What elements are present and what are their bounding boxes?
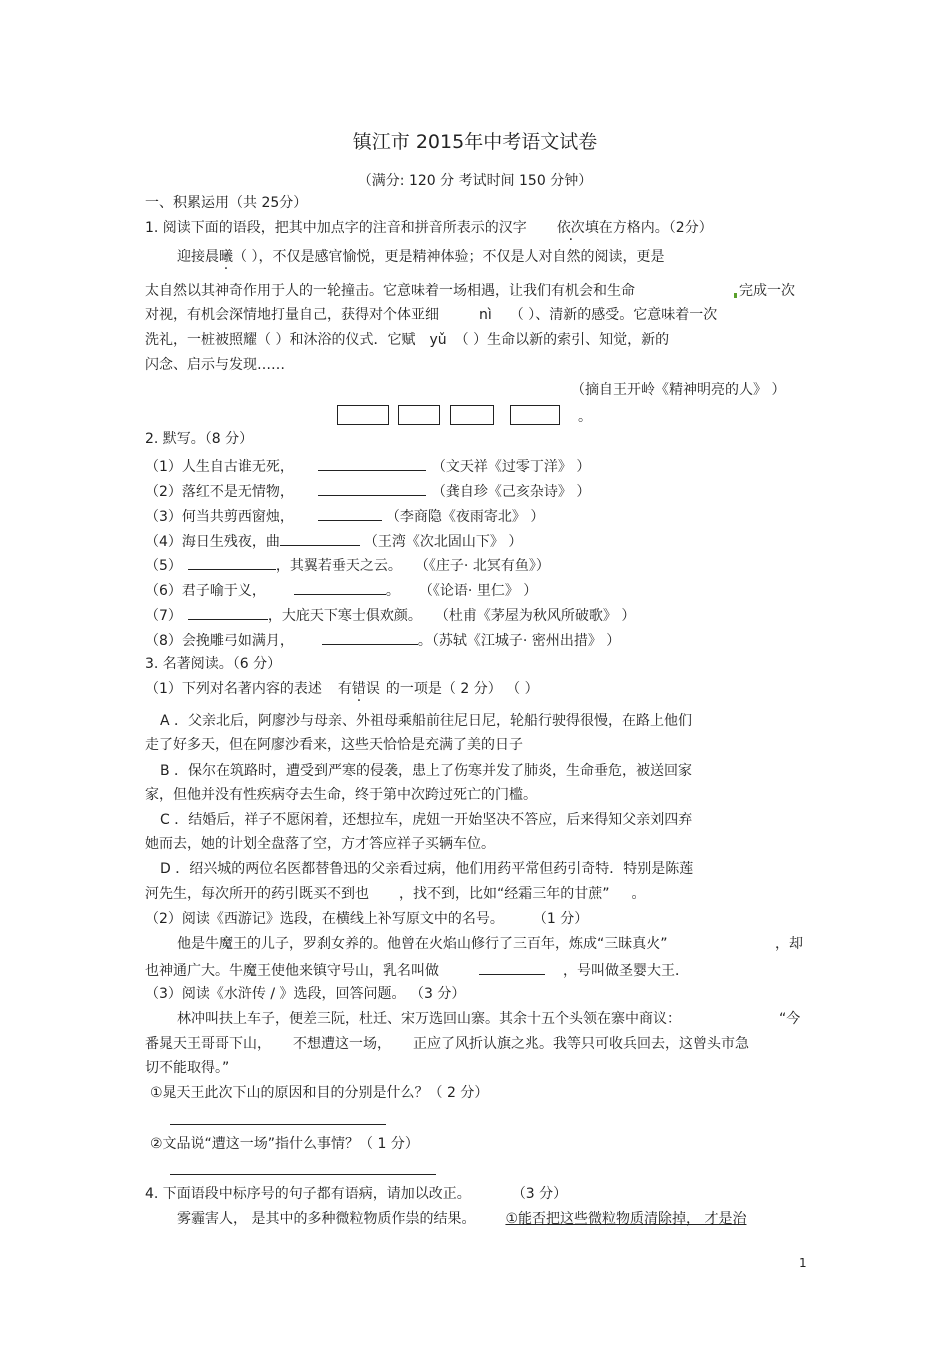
option-a: A ．父亲北后，阿廖沙与母亲、外祖母乘船前往尼日尼，轮船行驶得很慢，在路上他们 [160,713,693,729]
q2-item [145,456,590,476]
q2-item-source: （李商隐《夜雨寄北》 ） [385,509,545,525]
q3-s1-a: （1）下列对名著内容的表述 [145,681,322,697]
q2-stem: 2. 默写。（8 分） [145,431,254,447]
q3-w2-b: 不想遭这一场， [293,1036,391,1052]
exam-title: 镇江市 2015年中考语文试卷 [352,131,598,153]
answer-blank[interactable] [294,580,386,595]
q2-item-source: （《论语· 里仁》 ） [425,583,538,599]
q2-item-verse: ，大庇天下寒士俱欢颜。 [267,608,422,624]
shuihu-line: “今 [779,1011,801,1027]
page-number: 1 [799,1256,807,1270]
q2-item [145,630,620,650]
q4-passage [177,1210,746,1228]
exam-subtitle: （满分: 120 分 考试时间 150 分钟） [357,173,593,189]
xiyouji-line: ，却 [775,936,803,952]
q1-stem-b: 填在方格内。（2分） [584,220,713,236]
shuihu-line [145,1035,749,1053]
q1-stem-dot: 依次 [556,220,585,236]
q2-item-text: （8）会挽雕弓如满月， [145,633,294,649]
q2-item-text: （2）落红不是无情物， [145,484,294,500]
q1-passage-line: 完成一次 [739,283,795,299]
answer-blank[interactable] [318,481,426,496]
answer-line[interactable] [170,1124,386,1125]
q3-d2-a: 河先生，每次所开的药引既买不到也 [145,886,369,902]
q4-p1-a: 雾霾害人， 是其中的多种微粒物质作祟的结果。 [177,1211,476,1227]
q1-stem-a: 1. 阅读下面的语段，把其中加点字的注音和拼音所表示的汉字 [145,220,527,236]
answer-box-3[interactable] [450,405,494,425]
q1-passage-line [145,331,669,349]
answer-line[interactable] [170,1174,436,1175]
q4-score: （3 分） [518,1186,568,1202]
answer-box-4[interactable] [510,405,560,425]
answer-period: 。 [578,409,592,425]
xiyouji-line [145,960,689,980]
q3-s2-text: （2）阅读《西游记》选段，在横线上补写原文中的名号。 [145,911,504,927]
answer-blank[interactable] [322,630,418,645]
q2-item-text: （7） [145,608,182,624]
option-a-cont: 走了好多天，但在阿廖沙看来，这些天恰恰是充满了美的日子 [145,737,523,753]
answer-blank[interactable] [188,555,276,570]
q3-stem: 3. 名著阅读。（6 分） [145,656,282,672]
option-d-cont [145,885,646,903]
q1-p3-pinyin: nì [479,307,492,323]
q1-p3-a: 对视，有机会深情地打量自己，获得对个体亚细 [145,307,439,323]
q2-item-source: （杜甫《茅屋为秋风所破歌》 ） [441,608,636,624]
q3-x2-a: 也神通广大。牛魔王使他来镇守号山，乳名叫做 [145,963,439,979]
q3-w2-a: 番晁天王哥哥下山， [145,1036,271,1052]
q2-item-period: 。 [385,583,400,599]
option-c-cont: 她而去，她的计划全盘落了空，方才答应祥子买辆车位。 [145,836,495,852]
question-1: ①晁天王此次下山的原因和目的分别是什么？（ 2 分） [150,1085,489,1101]
q1-passage-line [145,306,717,324]
q2-item [145,555,550,575]
q3-sub3: （3）阅读《水浒传 / 》选段，回答问题。 （3 分） [145,986,466,1002]
xiyouji-line: 他是牛魔王的儿子，罗刹女养的。他曾在火焰山修行了三百年，炼成“三昧真火” [177,936,668,952]
q2-item [145,605,635,625]
q1-p1-a: 迎接晨 [177,249,219,265]
q2-item-source: （文天祥《过零丁洋》 ） [431,459,591,475]
answer-blank[interactable] [188,605,268,620]
q3-x2-b: ，号叫做圣婴大王． [563,963,689,979]
q2-item-source: （龚自珍《己亥杂诗》 ） [431,484,591,500]
section-heading: 一、积累运用（共 25分） [145,195,308,211]
q1-stem [145,219,713,237]
q2-item [145,481,590,501]
q3-d2-b: ，找不到，比如“经霜三年的甘蔗” [399,886,610,902]
q1-p4-pinyin: yǔ [429,332,447,348]
q2-item-text: （6）君子喻于义， [145,583,266,599]
q3-s2-score: （1 分） [539,911,589,927]
q1-passage-line: 太自然以其神奇作用于人的一轮撞击。它意味着一场相遇，让我们有机会和生命 [145,283,635,299]
q3-d2-c: 。 [631,886,646,902]
q1-p3-b: （ ）、清新的感受。它意味着一次 [509,307,718,323]
option-b-cont: 家，但他并没有性疾病夺去生命，终于第中次跨过死亡的门槛。 [145,787,537,803]
q1-p1-dot: 曦 [219,249,233,265]
answer-box-1[interactable] [337,405,389,425]
q3-w2-c: 正应了风折认旗之兆。我等只可收兵回去，这曾头市急 [413,1036,749,1052]
q1-p4-b: （ ）生命以新的索引、知觉，新的 [454,332,670,348]
q2-item-text: （4）海日生残夜，曲 [145,534,280,550]
q3-s1-b: 的一项是（ 2 分） （ ） [385,681,539,697]
q2-item-source: （《庄子· 北冥有鱼》） [421,558,550,574]
q1-source: （摘自王开岭《精神明亮的人》 ） [571,382,786,398]
answer-blank[interactable] [479,960,545,975]
q2-item-source: （王湾《次北固山下》 ） [363,534,523,550]
q3-sub2 [145,910,588,928]
option-b: B ．保尔在筑路时，遭受到严寒的侵袭，患上了伤寒并发了肺炎，生命垂危，被送回家 [160,763,693,779]
q3-sub1 [145,680,539,698]
q1-passage-line [177,248,664,266]
q1-p4-a: 洗礼，一桩被照耀（ ）和沐浴的仪式．它赋 [145,332,416,348]
q3-s1-dot: 有错误 [337,681,380,697]
shuihu-line: 林冲叫扶上车子，便差三阮，杜迁、宋万选回山寨。其余十五个头领在寨中商议： [177,1011,681,1027]
q2-item-text: （3）何当共剪西窗烛， [145,509,294,525]
q2-item-source: 。（苏轼《江城子· 密州出措》 ） [417,633,621,649]
green-mark [734,293,737,298]
q1-p1-b: （ ），不仅是感官愉悦，更是精神体验；不仅是人对自然的阅读，更是 [233,249,665,265]
option-c: C ．结婚后，祥子不愿闲着，还想拉车，虎妞一开始坚决不答应，后来得知父亲刘四弃 [160,812,693,828]
q4-stem-text: 4. 下面语段中标序号的句子都有语病，请加以改正。 [145,1186,471,1202]
q2-item [145,580,537,600]
q2-item-verse: ，其翼若垂天之云。 [275,558,402,574]
q4-p1-b: ①能否把这些微粒物质清除掉， 才是治 [505,1211,747,1227]
q2-item-text: （1）人生自古谁无死， [145,459,294,475]
question-2: ②文品说“遭这一场”指什么事情？（ 1 分） [150,1136,419,1152]
q2-item-text: （5） [145,558,182,574]
shuihu-line: 切不能取得。” [145,1060,230,1076]
q2-item [145,506,544,526]
answer-blank[interactable] [318,506,382,521]
q1-passage-line: 闪念、启示与发现…… [145,357,285,373]
answer-blank[interactable] [318,456,426,471]
q2-item [145,531,522,551]
q4-stem [145,1185,567,1203]
answer-box-2[interactable] [398,405,440,425]
option-d: D ．绍兴城的两位名医都替鲁迅的父亲看过病，他们用药平常但药引奇特．特别是陈莲 [160,861,694,877]
answer-blank[interactable] [280,531,360,546]
